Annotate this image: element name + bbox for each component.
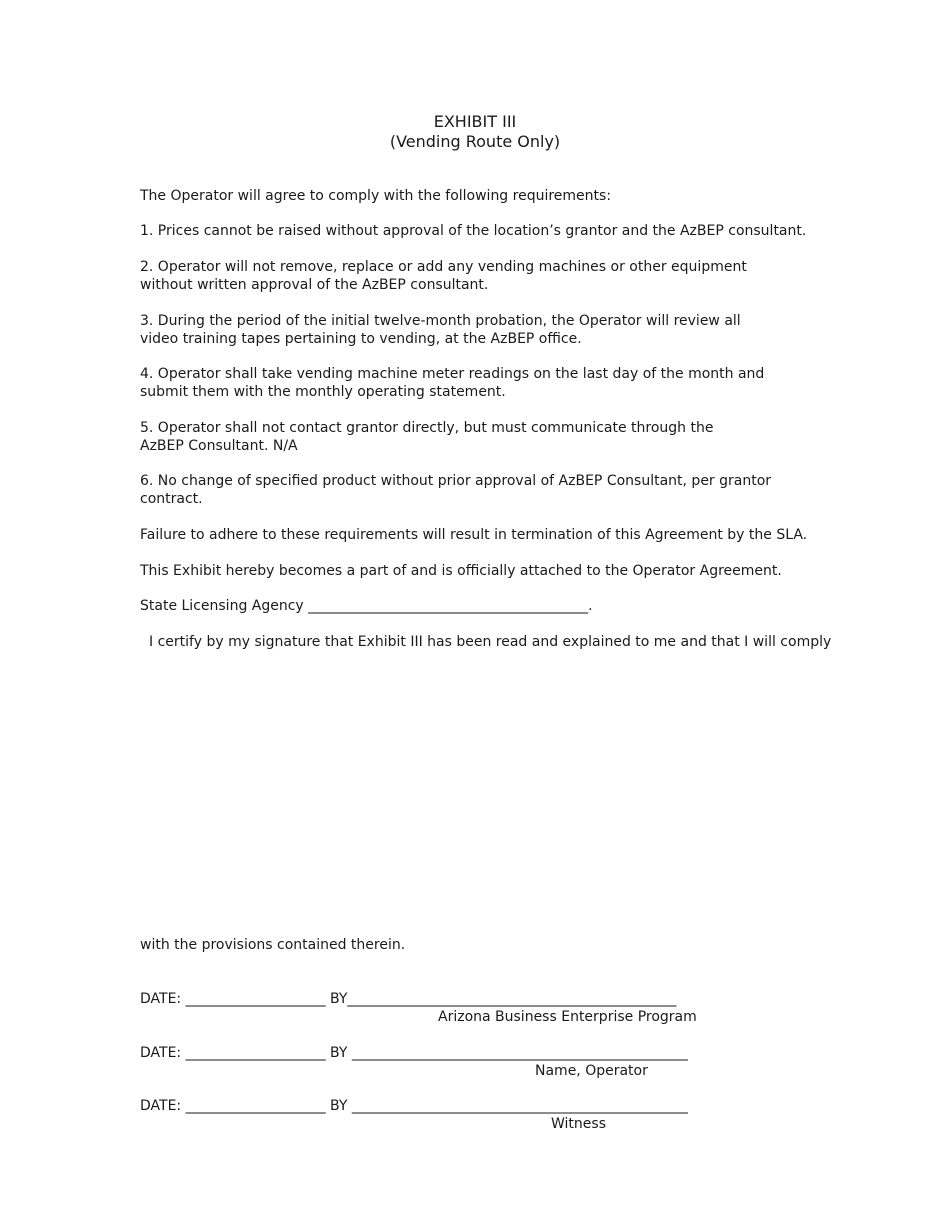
signature-label-abep: Arizona Business Enterprise Program (438, 1009, 697, 1025)
exhibit-title: EXHIBIT III (433, 112, 517, 131)
intro-text: The Operator will agree to comply with the following requirements: (140, 188, 612, 204)
requirement-5: 5. Operator shall not contact grantor directly, but must communicate through the AzBEP Consultant. N/A (140, 420, 714, 454)
signature-line-operator: DATE: ____________________ BY ________________________________________________ (140, 1045, 688, 1061)
signature-line-witness: DATE: ____________________ BY ________________________________________________ (140, 1098, 688, 1114)
exhibit-notice: This Exhibit hereby becomes a part of and is officially attached to the Operator Agreement. (140, 563, 782, 579)
signature-label-witness: Witness (551, 1116, 606, 1132)
exhibit-subtitle: (Vending Route Only) (389, 132, 561, 151)
requirement-3: 3. During the period of the initial twelve-month probation, the Operator will review all video training tapes pertaining to vending, at the AzBEP office. (140, 313, 741, 347)
requirement-1: 1. Prices cannot be raised without approval of the location’s grantor and the AzBEP consultant. (140, 223, 807, 239)
requirement-2: 2. Operator will not remove, replace or add any vending machines or other equipment without written approval of the AzBEP consultant. (140, 259, 747, 293)
failure-notice: Failure to adhere to these requirements will result in termination of this Agreement by the SLA. (140, 527, 808, 543)
certify-statement-end: with the provisions contained therein. (140, 937, 406, 953)
certify-statement-start: I certify by my signature that Exhibit III has been read and explained to me and that I will comply (149, 634, 832, 650)
signature-label-operator: Name, Operator (535, 1063, 648, 1079)
requirement-6: 6. No change of specified product without prior approval of AzBEP Consultant, per grantor contract. (140, 473, 772, 507)
sla-signature-line: State Licensing Agency ________________________________________. (140, 598, 593, 614)
requirement-4: 4. Operator shall take vending machine meter readings on the last day of the month and submit them with the monthly operating statement. (140, 366, 765, 400)
signature-line-abep: DATE: ____________________ BY_______________________________________________ (140, 991, 677, 1007)
